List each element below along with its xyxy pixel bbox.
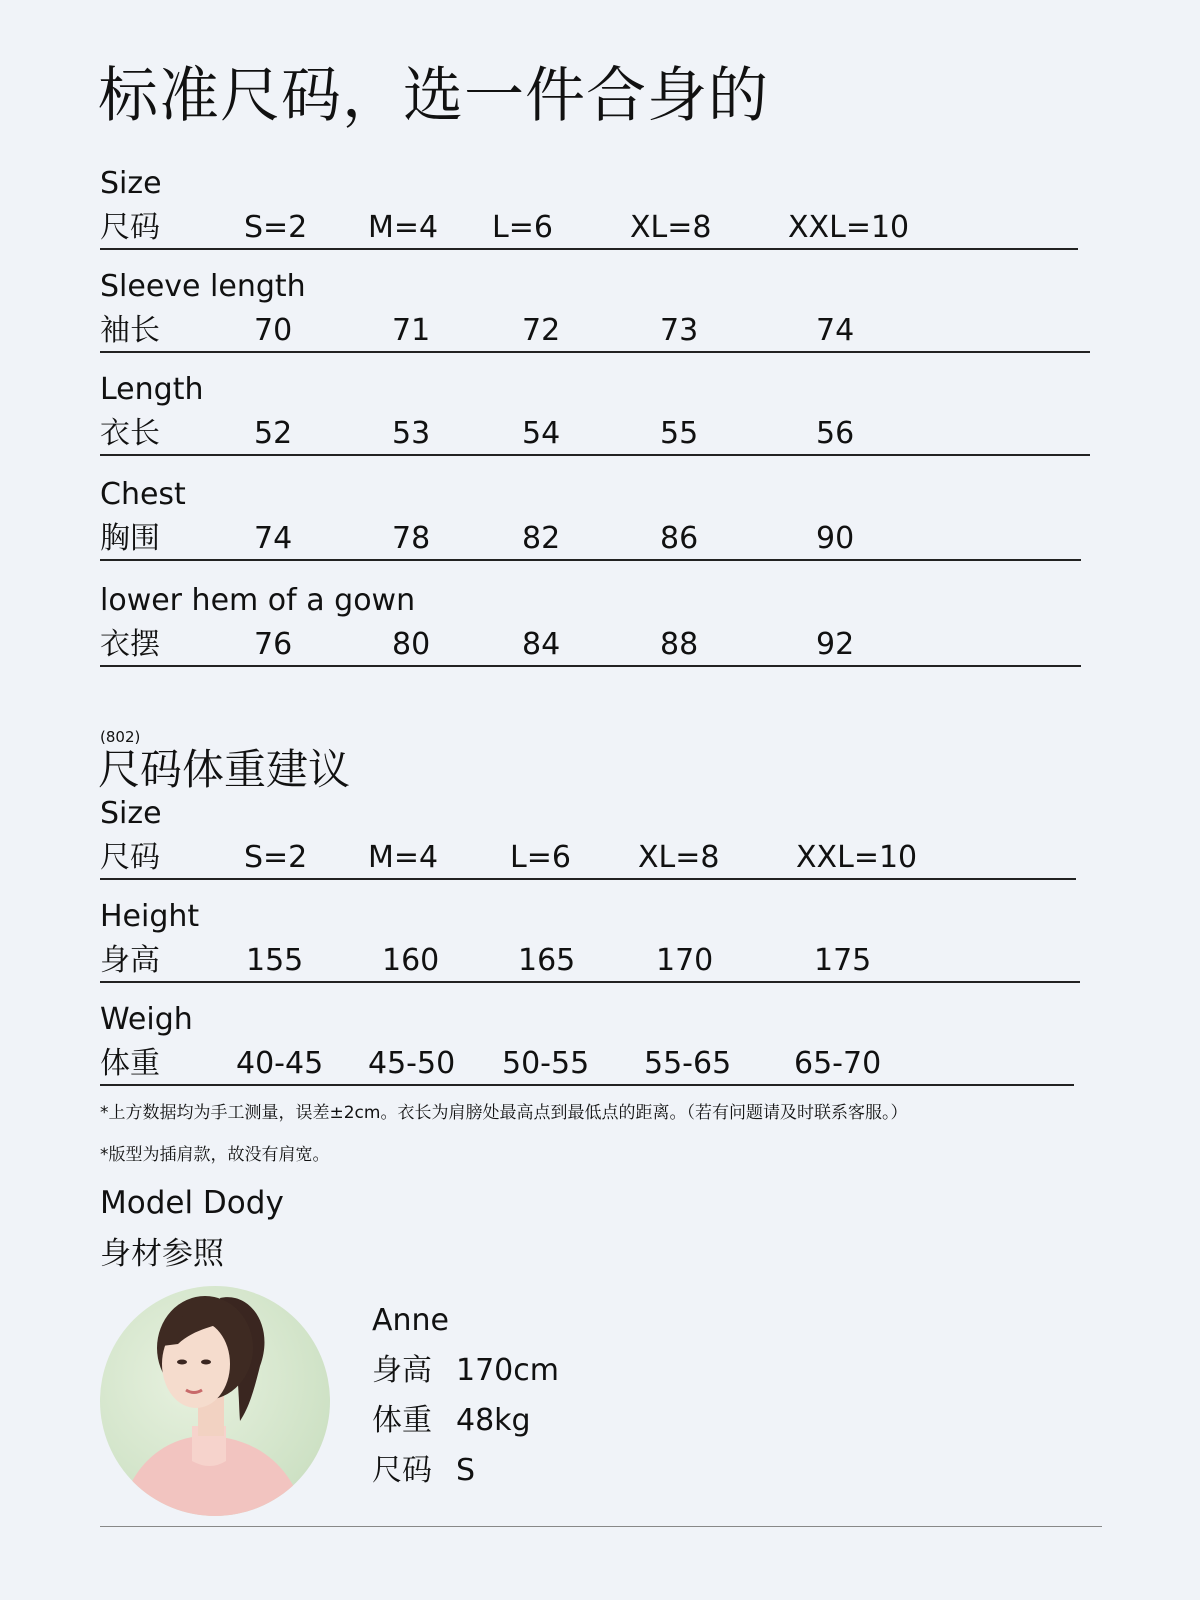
chest-row (100, 475, 1081, 575)
model-heading-cn: 身材参照 (100, 1236, 224, 1272)
model-name: Anne (372, 1303, 450, 1338)
model-size (372, 1451, 475, 1491)
size-cell: L=6 (492, 210, 553, 245)
height-label: 身高 (372, 1353, 432, 1388)
model-height (372, 1351, 559, 1391)
row-line (100, 941, 1080, 983)
row-label-en: Size (100, 166, 162, 201)
value-cell: 55 (660, 416, 699, 451)
value-cell: 165 (518, 943, 576, 978)
size-cell: XXL=10 (796, 840, 918, 875)
row-line (100, 1044, 1074, 1086)
weight-row (100, 1000, 1074, 1100)
value-cell: 92 (816, 627, 855, 662)
value-cell: 84 (522, 627, 561, 662)
row-label-cn: 尺码 (100, 210, 160, 245)
value-cell: 54 (522, 416, 561, 451)
size-label: 尺码 (372, 1453, 432, 1488)
value-cell: 55-65 (644, 1046, 732, 1081)
value-cell: 82 (522, 521, 561, 556)
row-label-en: lower hem of a gown (100, 583, 416, 618)
row-label-cn: 胸围 (100, 521, 160, 556)
row-label-cn: 袖长 (100, 313, 160, 348)
row-line (100, 311, 1090, 353)
value-cell: 76 (254, 627, 293, 662)
row-line (100, 414, 1090, 456)
section-title: 尺码体重建议 (98, 745, 351, 794)
weight-label: 体重 (372, 1403, 432, 1438)
value-cell: 50-55 (502, 1046, 590, 1081)
size-cell: S=2 (244, 840, 308, 875)
model-heading-en: Model Dody (100, 1185, 284, 1221)
row-label-cn: 衣摆 (100, 627, 160, 662)
value-cell: 170 (656, 943, 714, 978)
value-cell: 52 (254, 416, 293, 451)
value-cell: 90 (816, 521, 855, 556)
value-cell: 73 (660, 313, 699, 348)
size-cell: M=4 (368, 840, 439, 875)
value-cell: 40-45 (236, 1046, 324, 1081)
hem-row (100, 581, 1081, 681)
row-line (100, 208, 1078, 250)
value-cell: 70 (254, 313, 293, 348)
row-line (100, 519, 1081, 561)
value-cell: 74 (816, 313, 855, 348)
value-cell: 80 (392, 627, 431, 662)
row-label-en: Weigh (100, 1002, 193, 1037)
value-cell: 88 (660, 627, 699, 662)
model-portrait-image (100, 1286, 330, 1516)
row-label-cn: 身高 (100, 943, 160, 978)
size-cell: XL=8 (638, 840, 720, 875)
length-row (100, 370, 1090, 470)
size-cell: M=4 (368, 210, 439, 245)
value-cell: 175 (814, 943, 872, 978)
row-line (100, 625, 1081, 667)
value-cell: 45-50 (368, 1046, 456, 1081)
row-label-cn: 衣长 (100, 416, 160, 451)
sleeve-length-row (100, 267, 1090, 367)
row-label-cn: 体重 (100, 1046, 160, 1081)
row-label-en: Height (100, 899, 200, 934)
value-cell: 72 (522, 313, 561, 348)
value-cell: 53 (392, 416, 431, 451)
value-cell: 56 (816, 416, 855, 451)
value-cell: 155 (246, 943, 304, 978)
page-title: 标准尺码，选一件合身的 (98, 61, 769, 131)
value-cell: 78 (392, 521, 431, 556)
size-cell: XXL=10 (788, 210, 910, 245)
value-cell: 86 (660, 521, 699, 556)
model-weight (372, 1401, 531, 1441)
row-label-en: Chest (100, 477, 186, 512)
weight-value: 48kg (456, 1403, 531, 1438)
size-header-row-2 (100, 794, 1076, 894)
row-line (100, 838, 1076, 880)
model-photo (100, 1286, 330, 1516)
value-cell: 65-70 (794, 1046, 882, 1081)
size-cell: S=2 (244, 210, 308, 245)
size-cell: L=6 (510, 840, 571, 875)
section-code: (802) (100, 728, 141, 746)
value-cell: 160 (382, 943, 440, 978)
value-cell: 74 (254, 521, 293, 556)
fit-note: *版型为插肩款，故没有肩宽。 (100, 1145, 330, 1165)
bottom-divider (100, 1526, 1102, 1527)
row-label-en: Size (100, 796, 162, 831)
row-label-en: Length (100, 372, 204, 407)
size-header-row (100, 164, 1078, 264)
row-label-en: Sleeve length (100, 269, 306, 304)
measurement-note: *上方数据均为手工测量，误差±2cm。衣长为肩膀处最高点到最低点的距离。（若有问题请及时联系客服。） (100, 1103, 908, 1123)
value-cell: 71 (392, 313, 431, 348)
height-value: 170cm (456, 1353, 559, 1388)
row-label-cn: 尺码 (100, 840, 160, 875)
size-cell: XL=8 (630, 210, 712, 245)
size-value: S (456, 1453, 476, 1488)
height-row (100, 897, 1080, 997)
